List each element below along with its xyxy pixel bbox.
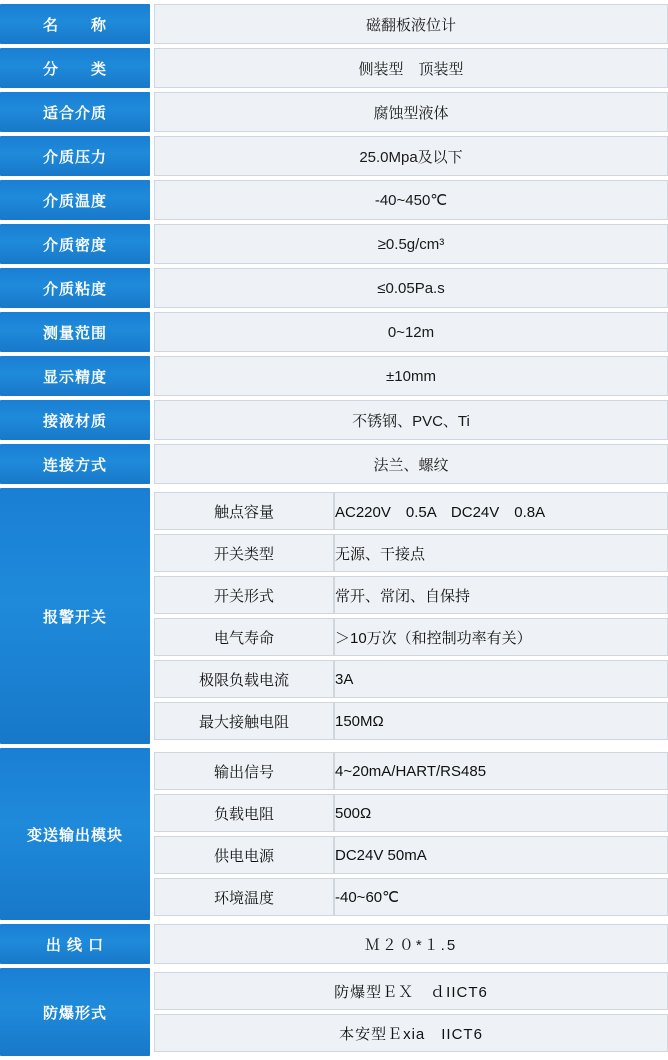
item-value: 防爆型ＥＸ ｄIICT6	[154, 972, 668, 1010]
row-value: 不锈钢、PVC、Ti	[154, 400, 668, 440]
explosion-proof-group	[0, 968, 668, 1056]
row-value: 腐蚀型液体	[154, 92, 668, 132]
item-value: 150MΩ	[334, 702, 668, 740]
row-label: 测量范围	[0, 312, 150, 352]
item-value: 3A	[334, 660, 668, 698]
item-value: ＞10万次（和控制功率有关）	[334, 618, 668, 656]
item-value: 本安型Ｅxia IICT6	[154, 1014, 668, 1052]
table-row	[0, 136, 668, 176]
explosion-proof-item	[154, 972, 668, 1010]
item-name: 环境温度	[154, 878, 334, 916]
row-value: ≥0.5g/cm³	[154, 224, 668, 264]
item-value: AC220V 0.5A DC24V 0.8A	[334, 492, 668, 530]
item-name: 负载电阻	[154, 794, 334, 832]
transmitter-module-group	[0, 748, 668, 920]
row-label: 介质粘度	[0, 268, 150, 308]
row-label: 介质压力	[0, 136, 150, 176]
table-row	[0, 180, 668, 220]
alarm-switch-group	[0, 488, 668, 744]
row-label: 连接方式	[0, 444, 150, 484]
transmitter-item	[154, 878, 668, 916]
item-name: 输出信号	[154, 752, 334, 790]
row-value: 磁翻板液位计	[154, 4, 668, 44]
alarm-switch-items	[154, 488, 668, 744]
table-row	[0, 356, 668, 396]
table-row	[0, 268, 668, 308]
transmitter-item	[154, 836, 668, 874]
alarm-switch-item	[154, 702, 668, 740]
transmitter-item	[154, 794, 668, 832]
alarm-switch-item	[154, 660, 668, 698]
row-value: ±10mm	[154, 356, 668, 396]
alarm-switch-item	[154, 534, 668, 572]
item-value: 常开、常闭、自保持	[334, 576, 668, 614]
row-value: ≤0.05Pa.s	[154, 268, 668, 308]
row-label: 名 称	[0, 4, 150, 44]
item-name: 最大接触电阻	[154, 702, 334, 740]
row-value: 侧装型 顶装型	[154, 48, 668, 88]
alarm-switch-item	[154, 492, 668, 530]
item-name: 极限负载电流	[154, 660, 334, 698]
row-label: 介质温度	[0, 180, 150, 220]
explosion-proof-item	[154, 1014, 668, 1052]
item-value: 无源、干接点	[334, 534, 668, 572]
outlet-value: Ｍ２０*１.5	[154, 924, 668, 964]
item-name: 开关类型	[154, 534, 334, 572]
item-value: -40~60℃	[334, 878, 668, 916]
row-value: 0~12m	[154, 312, 668, 352]
row-label: 适合介质	[0, 92, 150, 132]
alarm-switch-item	[154, 576, 668, 614]
row-value: 法兰、螺纹	[154, 444, 668, 484]
table-row	[0, 48, 668, 88]
row-label: 显示精度	[0, 356, 150, 396]
table-row	[0, 224, 668, 264]
item-value: DC24V 50mA	[334, 836, 668, 874]
item-name: 开关形式	[154, 576, 334, 614]
outlet-label: 出 线 口	[0, 924, 150, 964]
item-value: 4~20mA/HART/RS485	[334, 752, 668, 790]
item-name: 触点容量	[154, 492, 334, 530]
table-row	[0, 92, 668, 132]
alarm-switch-label: 报警开关	[0, 488, 150, 744]
table-row	[0, 312, 668, 352]
row-label: 接液材质	[0, 400, 150, 440]
explosion-proof-values	[154, 968, 668, 1056]
item-name: 电气寿命	[154, 618, 334, 656]
table-row	[0, 400, 668, 440]
row-value: -40~450℃	[154, 180, 668, 220]
explosion-proof-label: 防爆形式	[0, 968, 150, 1056]
row-label: 分 类	[0, 48, 150, 88]
item-value: 500Ω	[334, 794, 668, 832]
transmitter-item	[154, 752, 668, 790]
transmitter-module-items	[154, 748, 668, 920]
table-row	[0, 4, 668, 44]
outlet-row	[0, 924, 668, 964]
transmitter-module-label: 变送输出模块	[0, 748, 150, 920]
alarm-switch-item	[154, 618, 668, 656]
item-name: 供电电源	[154, 836, 334, 874]
table-row	[0, 444, 668, 484]
row-label: 介质密度	[0, 224, 150, 264]
row-value: 25.0Mpa及以下	[154, 136, 668, 176]
